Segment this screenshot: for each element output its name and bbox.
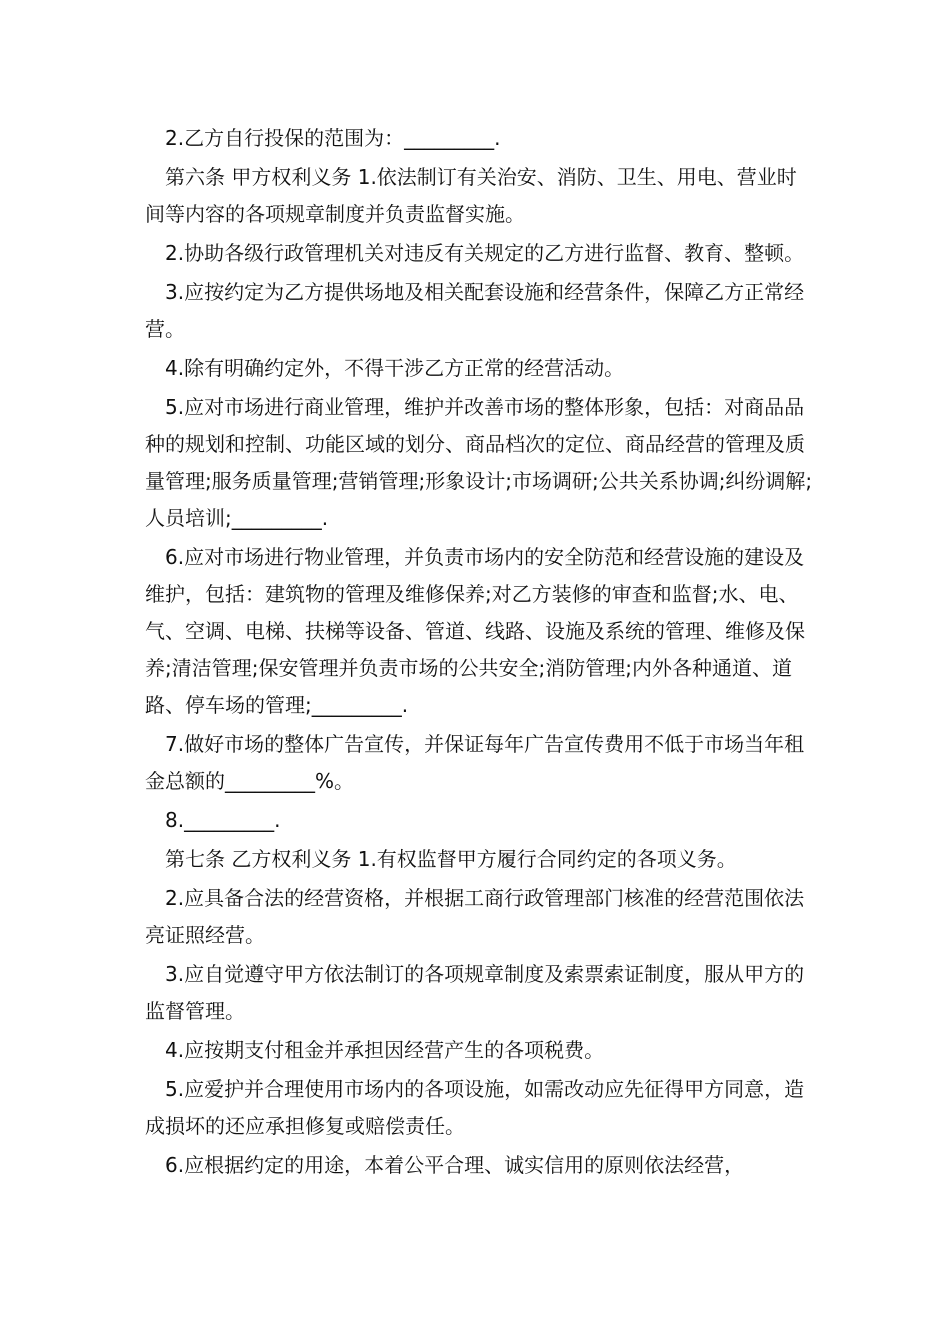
paragraph-article-6-item-5: 5.应对市场进行商业管理，维护并改善市场的整体形象，包括：对商品品种的规划和控制、功能区域的划分、商品档次的定位、商品经营的管理及质量管理;服务质量管理;营销管理;形象设计;市场调研;公共关系协调;纠纷调解;人员培训;_________. (145, 395, 813, 530)
paragraph-article-7-item-6: 6.应根据约定的用途，本着公平合理、诚实信用的原则依法经营， (165, 1153, 745, 1177)
paragraph-article-6-item-2: 2.协助各级行政管理机关对违反有关规定的乙方进行监督、教育、整顿。 (165, 241, 805, 265)
paragraph-article-6-item-3: 3.应按约定为乙方提供场地及相关配套设施和经营条件，保障乙方正常经营。 (145, 280, 805, 341)
paragraph-article-6-item-7: 7.做好市场的整体广告宣传，并保证每年广告宣传费用不低于市场当年租金总额的_________%。 (145, 732, 805, 793)
paragraph-article-6-item-4: 4.除有明确约定外，不得干涉乙方正常的经营活动。 (165, 356, 625, 380)
paragraph-article-7-item-3: 3.应自觉遵守甲方依法制订的各项规章制度及索票索证制度，服从甲方的监督管理。 (145, 962, 805, 1023)
paragraph-article-7-item-2: 2.应具备合法的经营资格，并根据工商行政管理部门核准的经营范围依法亮证照经营。 (145, 886, 805, 947)
paragraph-article-7-item-1: 第七条 乙方权利义务 1.有权监督甲方履行合同约定的各项义务。 (165, 847, 737, 871)
paragraph-article-7-item-4: 4.应按期支付租金并承担因经营产生的各项税费。 (165, 1038, 605, 1062)
paragraph-article-6-item-1: 第六条 甲方权利义务 1.依法制订有关治安、消防、卫生、用电、营业时间等内容的各项规章制度并负责监督实施。 (145, 165, 797, 226)
document-body (145, 120, 815, 1186)
paragraph-article-6-item-6: 6.应对市场进行物业管理，并负责市场内的安全防范和经营设施的建设及维护，包括：建筑物的管理及维修保养;对乙方装修的审查和监督;水、电、气、空调、电梯、扶梯等设备、管道、线路、设施及系统的管理、维修及保养;清洁管理;保安管理并负责市场的公共安全;消防管理;内外各种通道、道路、停车场的管理;_________. (145, 545, 805, 717)
paragraph-article-6-item-8: 8._________. (165, 808, 281, 832)
paragraph-article-7-item-5: 5.应爱护并合理使用市场内的各项设施，如需改动应先征得甲方同意，造成损坏的还应承担修复或赔偿责任。 (145, 1077, 805, 1138)
paragraph-insurance-scope: 2.乙方自行投保的范围为：_________. (165, 126, 501, 150)
